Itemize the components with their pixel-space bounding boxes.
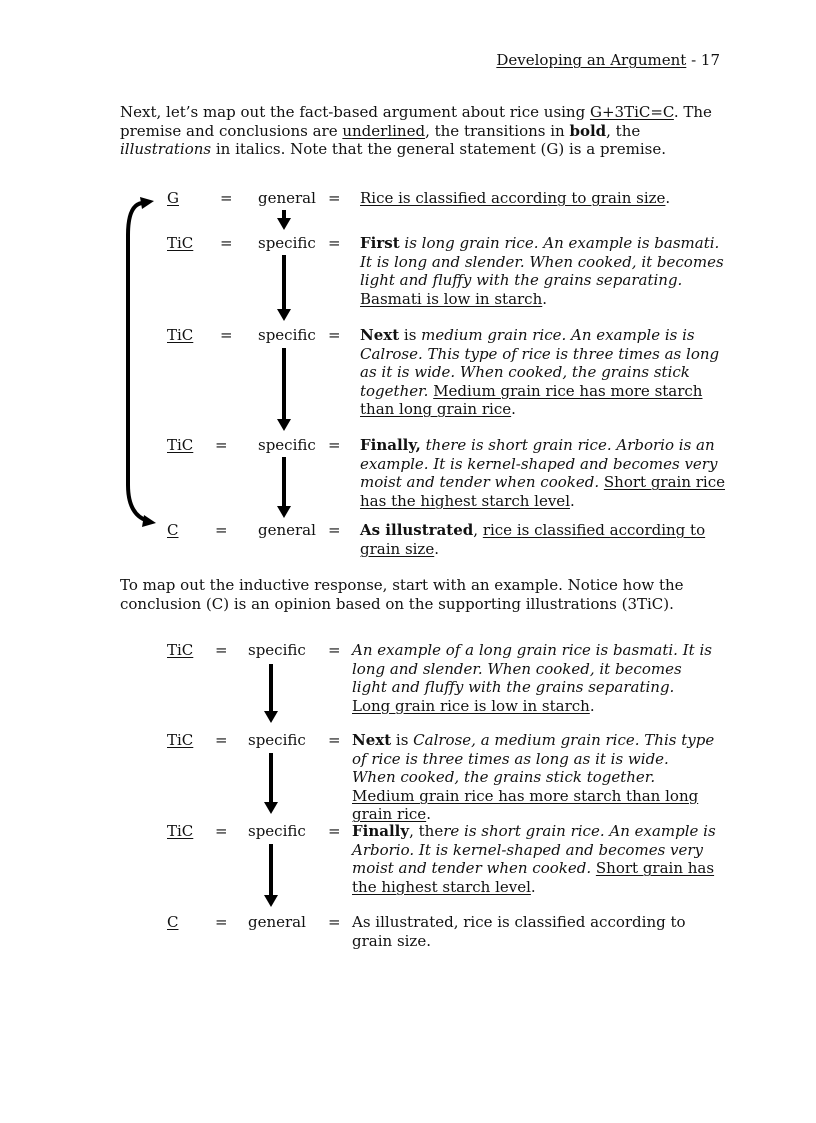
transition-word: Next xyxy=(360,326,400,344)
conclusion-text: rice is classified according to grain size xyxy=(360,521,706,558)
plain-text: is xyxy=(391,731,414,749)
row-equals: = xyxy=(328,234,341,252)
transition-word: Finally, xyxy=(360,436,421,454)
premise-text: Short grain has the highest starch level xyxy=(352,859,715,896)
row-description: As illustrated, rice is classified according to grain size. xyxy=(352,913,686,950)
bold-example: bold xyxy=(569,121,607,140)
intro-text: in italics. Note that the general statement (G) is a premise. xyxy=(211,140,666,158)
header-title: Developing an Argument xyxy=(496,51,687,69)
header-separator: - xyxy=(686,51,701,69)
premise-text: Short grain rice has the highest starch level xyxy=(360,473,726,510)
arrow-shaft xyxy=(282,348,286,420)
row-code: TiC xyxy=(167,326,194,344)
plain-text: , the xyxy=(409,822,444,840)
row-description xyxy=(360,326,730,419)
row-equals: = xyxy=(328,913,341,931)
transition-word: Finally xyxy=(352,822,410,840)
transition-word: As illustrated xyxy=(360,521,474,539)
page-header xyxy=(496,51,720,69)
punct: . xyxy=(434,539,439,558)
illustration-text: is long grain rice. An example is basmati. It is long and slender. When cooked, it becomes light and fluffy with the grains separating. xyxy=(360,234,724,289)
row-kind: specific xyxy=(258,436,316,454)
row-kind: general xyxy=(258,189,316,207)
row-kind: specific xyxy=(248,822,306,840)
row-description xyxy=(360,436,730,510)
row-kind: general xyxy=(248,913,306,931)
illustration-text: re is short grain rice. An example is Arborio. It is kernel-shaped and becomes very moist and tender when cooked. xyxy=(352,822,716,877)
row-code: C xyxy=(167,521,179,539)
row-equals: = xyxy=(215,641,228,659)
premise-text: Rice is classified according to grain size xyxy=(360,189,666,207)
punct: . xyxy=(542,289,548,308)
plain-text: is xyxy=(399,326,422,344)
row-equals: = xyxy=(328,189,341,207)
premise-text: Medium grain rice has more starch than long grain rice xyxy=(360,381,703,418)
loop-bracket xyxy=(120,185,170,535)
punct: . xyxy=(665,189,671,207)
intro-text: Next, let’s map out the fact-based argument about rice using xyxy=(120,103,590,121)
premise-text: Long grain rice is low in starch xyxy=(352,696,590,715)
formula: G+3TiC=C xyxy=(589,103,674,121)
arrow-down-icon xyxy=(264,711,278,723)
arrow-down-icon xyxy=(277,218,291,230)
row-kind: specific xyxy=(258,234,316,252)
transition-word: First xyxy=(360,234,400,252)
illustration-text: An example of a long grain rice is basmati. It is long and slender. When cooked, it becomes light and fluffy with the grains separating. xyxy=(352,641,712,696)
punct: . xyxy=(570,491,575,510)
row-code: TiC xyxy=(167,731,194,749)
intro-paragraph xyxy=(120,103,720,159)
page-number: 17 xyxy=(700,51,720,69)
row-equals: = xyxy=(215,521,228,539)
arrow-down-icon xyxy=(264,895,278,907)
intro-text: , the transitions in xyxy=(425,121,570,140)
row-code: TiC xyxy=(167,641,194,659)
arrow-down-icon xyxy=(277,309,291,321)
arrow-shaft xyxy=(269,753,273,803)
row-description xyxy=(360,234,730,308)
row-code: C xyxy=(167,913,179,931)
arrow-down-icon xyxy=(277,419,291,431)
underlined-example: underlined xyxy=(342,121,426,140)
intro-text: . The premise and conclusions are xyxy=(120,103,712,140)
arrow-shaft xyxy=(269,844,273,896)
row-description xyxy=(352,731,717,824)
row-equals: = xyxy=(220,189,233,207)
italic-example: illustrations xyxy=(120,140,212,158)
row-equals: = xyxy=(328,521,341,539)
row-equals: = xyxy=(220,326,233,344)
row-equals: = xyxy=(215,822,228,840)
arrow-shaft xyxy=(282,457,286,507)
row-description xyxy=(360,521,730,558)
inductive-intro-paragraph: To map out the inductive response, start with an example. Notice how the conclusion (C) is an opinion based on the supporting illustrations (3TiC). xyxy=(120,576,684,613)
row-equals: = xyxy=(328,731,341,749)
illustration-text: medium grain rice. An example is is Calrose. This type of rice is three times as long as it is wide. When cooked, the grains stick together. xyxy=(360,326,720,400)
punct: . xyxy=(426,805,431,823)
row-equals: = xyxy=(215,731,228,749)
bracket-arrowhead-bottom xyxy=(142,515,156,527)
intro-text: , the xyxy=(606,121,641,140)
transition-word: Next xyxy=(352,731,392,749)
plain-text: , xyxy=(473,521,483,539)
illustration-text: there is short grain rice. Arborio is an example. It is kernel-shaped and becomes very moist and tender when cooked. xyxy=(360,436,718,491)
row-code: G xyxy=(167,189,179,207)
bracket-arrowhead-top xyxy=(140,197,154,209)
row-kind: specific xyxy=(258,326,316,344)
row-equals: = xyxy=(220,234,233,252)
punct: . xyxy=(530,877,536,896)
arrow-down-icon xyxy=(264,802,278,814)
premise-text: Medium grain rice has more starch than long grain rice xyxy=(352,786,699,823)
row-code: TiC xyxy=(167,234,194,252)
arrow-shaft xyxy=(282,255,286,310)
punct: . xyxy=(511,400,516,418)
punct: . xyxy=(589,696,595,715)
row-equals: = xyxy=(215,913,228,931)
row-kind: specific xyxy=(248,641,306,659)
row-code: TiC xyxy=(167,822,194,840)
row-description xyxy=(360,189,730,208)
arrow-down-icon xyxy=(277,506,291,518)
row-kind: specific xyxy=(248,731,306,749)
row-equals: = xyxy=(328,436,341,454)
row-description xyxy=(352,822,717,896)
row-description xyxy=(352,641,717,715)
illustration-text: Calrose, a medium grain rice. This type of rice is three times as long as it is wide. When cooked, the grains stick together. xyxy=(352,731,715,786)
row-equals: = xyxy=(328,326,341,344)
premise-text: Basmati is low in starch xyxy=(360,289,543,308)
row-kind: general xyxy=(258,521,316,539)
arrow-shaft xyxy=(269,664,273,712)
row-equals: = xyxy=(328,822,341,840)
row-equals: = xyxy=(215,436,228,454)
row-code: TiC xyxy=(167,436,194,454)
row-equals: = xyxy=(328,641,341,659)
